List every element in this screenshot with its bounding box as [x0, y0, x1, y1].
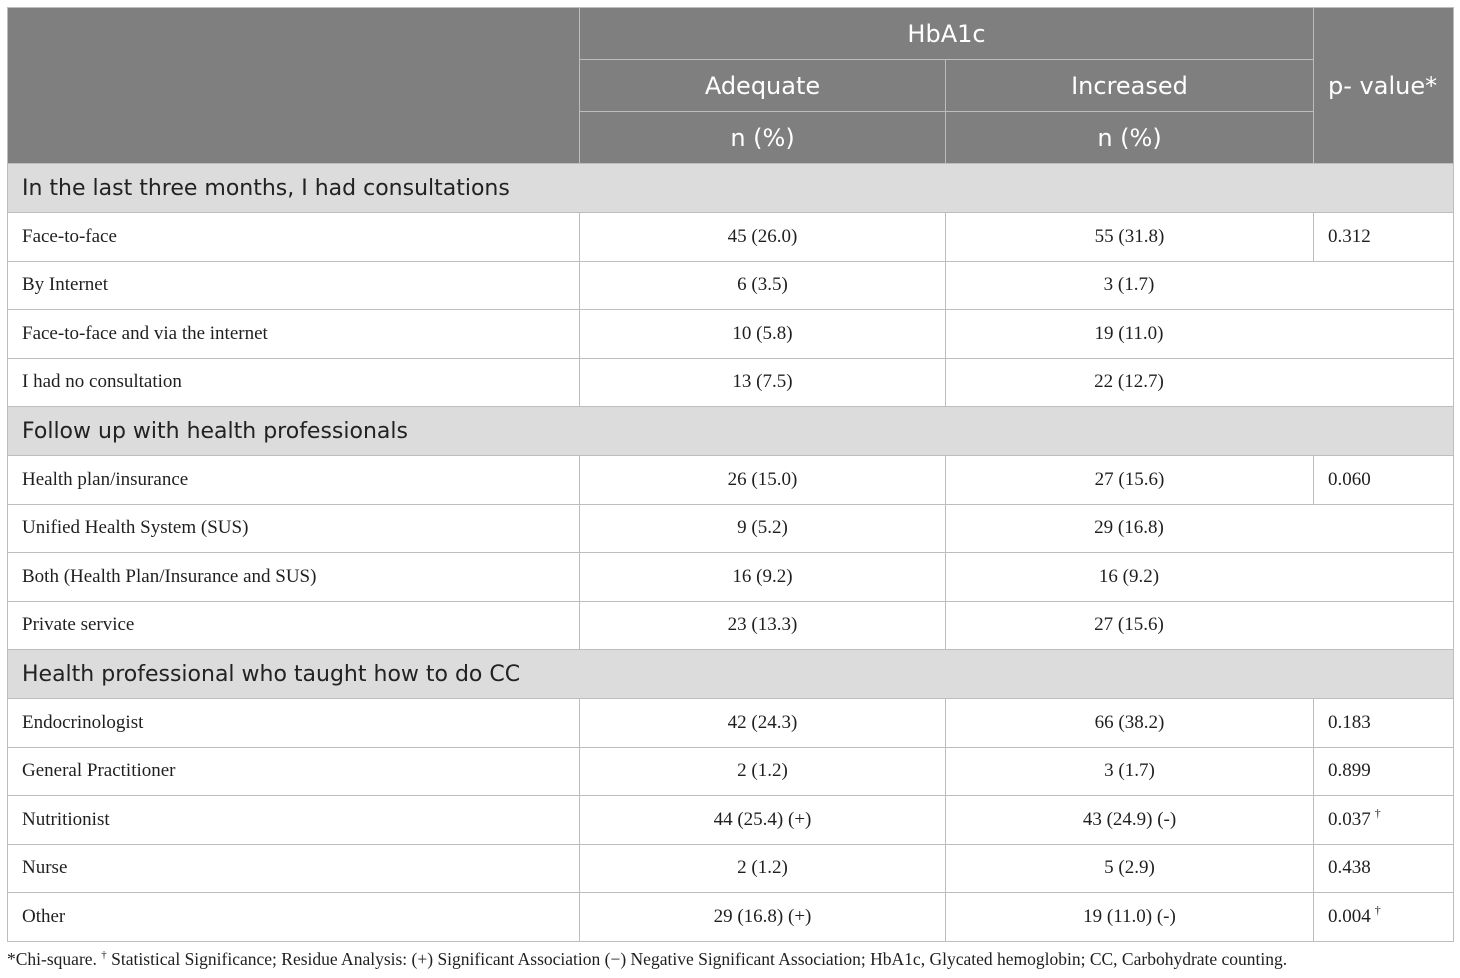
p-value-text: 0.312 — [1328, 225, 1371, 247]
cell-p-value — [1314, 456, 1454, 505]
footnote-dagger: † — [101, 949, 107, 962]
significance-dagger: † — [1374, 806, 1381, 821]
row-label: Endocrinologist — [8, 699, 580, 748]
section-title: Health professional who taught how to do CC — [8, 650, 1454, 699]
row-label: Both (Health Plan/Insurance and SUS) — [8, 553, 580, 602]
cell-increased-value: 3 (1.7) — [1103, 274, 1155, 296]
p-value-text: 0.060 — [1328, 468, 1371, 490]
table-row — [8, 358, 1454, 407]
cell-increased: 55 (31.8) — [946, 213, 1314, 262]
section-title: In the last three months, I had consultations — [8, 164, 1454, 213]
cell-increased-value: 29 (16.8) — [1094, 517, 1164, 539]
p-value-text: 0.438 — [1328, 857, 1371, 879]
header-p-value: p- value* — [1314, 8, 1454, 164]
cell-adequate: 23 (13.3) — [580, 601, 946, 650]
section-row — [8, 407, 1454, 456]
row-label: Unified Health System (SUS) — [8, 504, 580, 553]
header-increased-unit: n (%) — [946, 112, 1314, 164]
table-row — [8, 747, 1454, 796]
cell-p-value — [1314, 699, 1454, 748]
cell-adequate: 45 (26.0) — [580, 213, 946, 262]
row-label: By Internet — [8, 261, 580, 310]
p-value-text: 0.004 — [1328, 905, 1371, 927]
cell-adequate: 9 (5.2) — [580, 504, 946, 553]
section-row — [8, 650, 1454, 699]
cell-adequate: 2 (1.2) — [580, 747, 946, 796]
table-row — [8, 699, 1454, 748]
table-row — [8, 844, 1454, 893]
cell-adequate: 6 (3.5) — [580, 261, 946, 310]
section-title: Follow up with health professionals — [8, 407, 1454, 456]
cell-increased: 3 (1.7) — [946, 747, 1314, 796]
row-label: Private service — [8, 601, 580, 650]
cell-increased-value: 27 (15.6) — [1094, 614, 1164, 636]
cell-adequate: 10 (5.8) — [580, 310, 946, 359]
cell-increased-value: 19 (11.0) — [1094, 322, 1164, 344]
cell-adequate: 44 (25.4) (+) — [580, 796, 946, 845]
cell-p-value — [1314, 844, 1454, 893]
cell-increased — [946, 504, 1454, 553]
cell-p-value — [1314, 747, 1454, 796]
row-label: Face-to-face — [8, 213, 580, 262]
section-row — [8, 164, 1454, 213]
cell-increased: 66 (38.2) — [946, 699, 1314, 748]
cell-adequate: 13 (7.5) — [580, 358, 946, 407]
cell-increased — [946, 358, 1454, 407]
p-value-text: 0.183 — [1328, 711, 1371, 733]
cell-increased — [946, 310, 1454, 359]
significance-dagger: † — [1374, 903, 1381, 918]
table-header — [8, 8, 1454, 164]
row-label: General Practitioner — [8, 747, 580, 796]
cell-increased-value: 16 (9.2) — [1098, 565, 1160, 587]
p-value-text: 0.899 — [1328, 760, 1371, 782]
cell-p-value — [1314, 796, 1454, 845]
table-row — [8, 261, 1454, 310]
row-label: Health plan/insurance — [8, 456, 580, 505]
header-increased: Increased — [946, 60, 1314, 112]
row-label: Other — [8, 893, 580, 942]
header-empty-cell — [8, 8, 580, 164]
row-label: I had no consultation — [8, 358, 580, 407]
footnote-part1: *Chi-square. — [7, 949, 102, 969]
cell-increased: 27 (15.6) — [946, 456, 1314, 505]
cell-p-value — [1314, 213, 1454, 262]
table-row — [8, 456, 1454, 505]
table-footnote — [7, 949, 1453, 970]
table-row — [8, 601, 1454, 650]
table-row — [8, 310, 1454, 359]
cell-p-value — [1314, 893, 1454, 942]
cell-increased: 19 (11.0) (-) — [946, 893, 1314, 942]
cell-increased — [946, 261, 1454, 310]
header-adequate: Adequate — [580, 60, 946, 112]
results-table — [7, 7, 1454, 942]
cell-increased: 5 (2.9) — [946, 844, 1314, 893]
p-value-text: 0.037 — [1328, 808, 1371, 830]
cell-increased-value: 22 (12.7) — [1094, 371, 1164, 393]
cell-adequate: 29 (16.8) (+) — [580, 893, 946, 942]
cell-adequate: 42 (24.3) — [580, 699, 946, 748]
cell-increased: 43 (24.9) (-) — [946, 796, 1314, 845]
cell-adequate: 2 (1.2) — [580, 844, 946, 893]
header-hba1c: HbA1c — [580, 8, 1314, 60]
cell-adequate: 26 (15.0) — [580, 456, 946, 505]
table-body — [8, 164, 1454, 942]
table-row — [8, 893, 1454, 942]
cell-adequate: 16 (9.2) — [580, 553, 946, 602]
cell-increased — [946, 553, 1454, 602]
table-row — [8, 213, 1454, 262]
footnote-part2: Statistical Significance; Residue Analysis: (+) Significant Association (−) Negative Significant Association; HbA1c, Glycated hemoglobin; CC, Carbohydrate counting. — [106, 949, 1288, 969]
row-label: Nutritionist — [8, 796, 580, 845]
table-row — [8, 553, 1454, 602]
row-label: Nurse — [8, 844, 580, 893]
table-row — [8, 504, 1454, 553]
table-row — [8, 796, 1454, 845]
header-adequate-unit: n (%) — [580, 112, 946, 164]
cell-increased — [946, 601, 1454, 650]
row-label: Face-to-face and via the internet — [8, 310, 580, 359]
